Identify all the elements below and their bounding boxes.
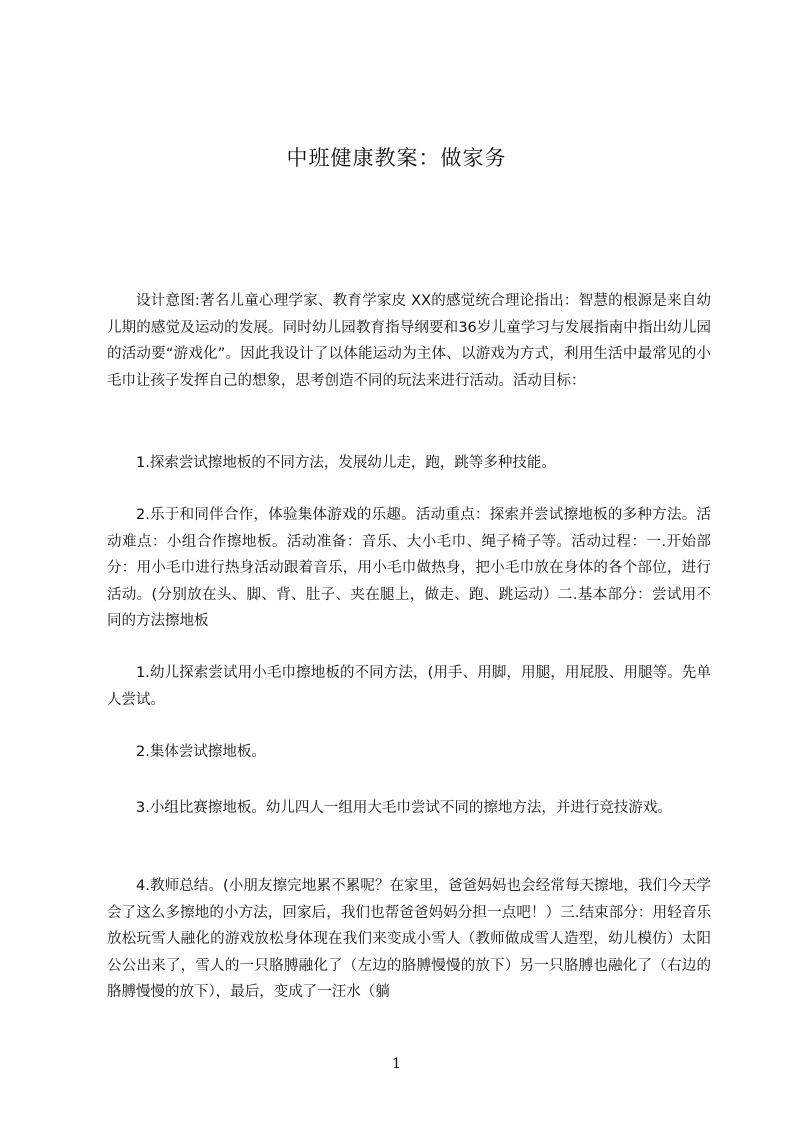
paragraph-step-3: 3.小组比赛擦地板。幼儿四人一组用大毛巾尝试不同的擦地方法，并进行竞技游戏。 [136, 800, 672, 816]
page-number: 1 [392, 1056, 401, 1072]
paragraph-goal-2-process: 2.乐于和同伴合作，体验集体游戏的乐趣。活动重点：探索并尝试擦地板的多种方法。活动难点：小组合作擦地板。活动准备：音乐、大小毛巾、绳子椅子等。活动过程：一.开始部分：用小毛巾进行热身活动跟着音乐，用小毛巾做热身，把小毛巾放在身体的各个部位，进行活动。(分别放在头、脚、背、肚子、夹在腿上，做走、跑、跳运动）二.基本部分：尝试用不同的方法擦地板 [107, 507, 711, 629]
paragraph-design-intent: 设计意图:著名儿童心理学家、教育学家皮 XX的感觉统合理论指出：智慧的根源是来自幼儿期的感觉及运动的发展。同时幼儿园教育指导纲要和36岁儿童学习与发展指南中指出幼儿园的活动要“游戏化”。因此我设计了以体能运动为主体、以游戏为方式，利用生活中最常见的小毛巾让孩子发挥自己的想象，思考创造不同的玩法来进行活动。活动目标： [107, 293, 711, 389]
paragraph-step-4: 4.教师总结。(小朋友擦完地累不累呢？在家里，爸爸妈妈也会经常每天擦地，我们今天学会了这么多擦地的小方法，回家后，我们也帮爸爸妈妈分担一点吧！）三.结束部分：用轻音乐放松玩雪人融化的游戏放松身体现在我们来变成小雪人（教师做成雪人造型，幼儿模仿）太阳公公出来了，雪人的一只胳膊融化了（左边的胳膊慢慢的放下）另一只胳膊也融化了（右边的胳膊慢慢的放下），最后，变成了一汪水（躺 [107, 878, 711, 1000]
paragraph-goal-1: 1.探索尝试擦地板的不同方法，发展幼儿走，跑，跳等多种技能。 [136, 455, 556, 471]
paragraph-step-2: 2.集体尝试擦地板。 [136, 744, 266, 760]
paragraph-step-1: 1.幼儿探索尝试用小毛巾擦地板的不同方法，(用手、用脚，用腿，用屁股、用腿等。先单人尝试。 [107, 665, 711, 708]
document-title: 中班健康教案：做家务 [286, 146, 507, 170]
